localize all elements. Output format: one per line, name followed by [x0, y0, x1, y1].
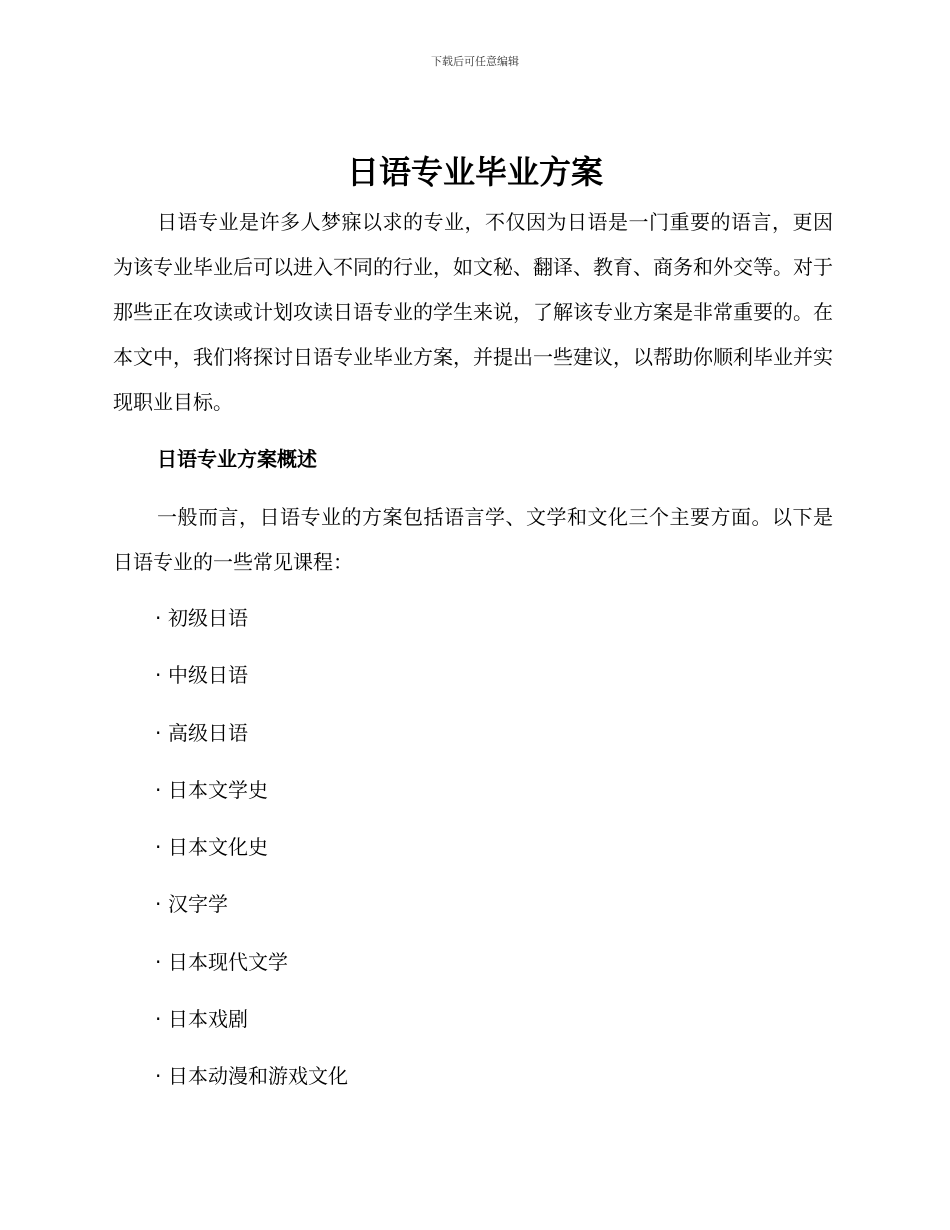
bullet-icon: · — [155, 835, 162, 860]
course-list — [155, 600, 348, 1116]
list-item — [155, 886, 348, 943]
course-label: 日本文化史 — [168, 835, 268, 860]
bullet-icon: · — [155, 663, 162, 688]
list-item — [155, 600, 348, 657]
list-item — [155, 1001, 348, 1058]
course-label: 日本现代文学 — [168, 949, 288, 974]
header-note: 下载后可任意编辑 — [431, 55, 519, 68]
bullet-icon: · — [155, 1007, 162, 1032]
bullet-icon: · — [155, 892, 162, 917]
course-label: 日本动漫和游戏文化 — [168, 1064, 348, 1089]
course-label: 日本文学史 — [168, 777, 268, 802]
section-heading: 日语专业方案概述 — [157, 447, 317, 471]
bullet-icon: · — [155, 949, 162, 974]
section-paragraph: 一般而言，日语专业的方案包括语言学、文学和文化三个主要方面。以下是日语专业的一些常见课程： — [113, 505, 833, 574]
document-title: 日语专业毕业方案 — [346, 153, 603, 191]
list-item — [155, 1058, 348, 1115]
bullet-icon: · — [155, 720, 162, 745]
course-label: 初级日语 — [168, 606, 248, 630]
list-item — [155, 657, 348, 714]
intro-paragraph: 日语专业是许多人梦寐以求的专业，不仅因为日语是一门重要的语言，更因为该专业毕业后可以进入不同的行业，如文秘、翻译、教育、商务和外交等。对于那些正在攻读或计划攻读日语专业的学生来说，了解该专业方案是非常重要的。在本文中，我们将探讨日语专业毕业方案，并提出一些建议，以帮助你顺利毕业并实现职业目标。 — [113, 210, 833, 414]
course-label: 汉字学 — [168, 892, 228, 917]
list-item — [155, 829, 348, 886]
course-label: 日本戏剧 — [168, 1007, 248, 1032]
list-item — [155, 944, 348, 1001]
course-label: 中级日语 — [168, 663, 248, 688]
list-item — [155, 715, 348, 772]
bullet-icon: · — [155, 1064, 162, 1089]
bullet-icon: · — [155, 606, 162, 630]
course-label: 高级日语 — [168, 720, 248, 745]
bullet-icon: · — [155, 777, 162, 802]
list-item — [155, 772, 348, 829]
